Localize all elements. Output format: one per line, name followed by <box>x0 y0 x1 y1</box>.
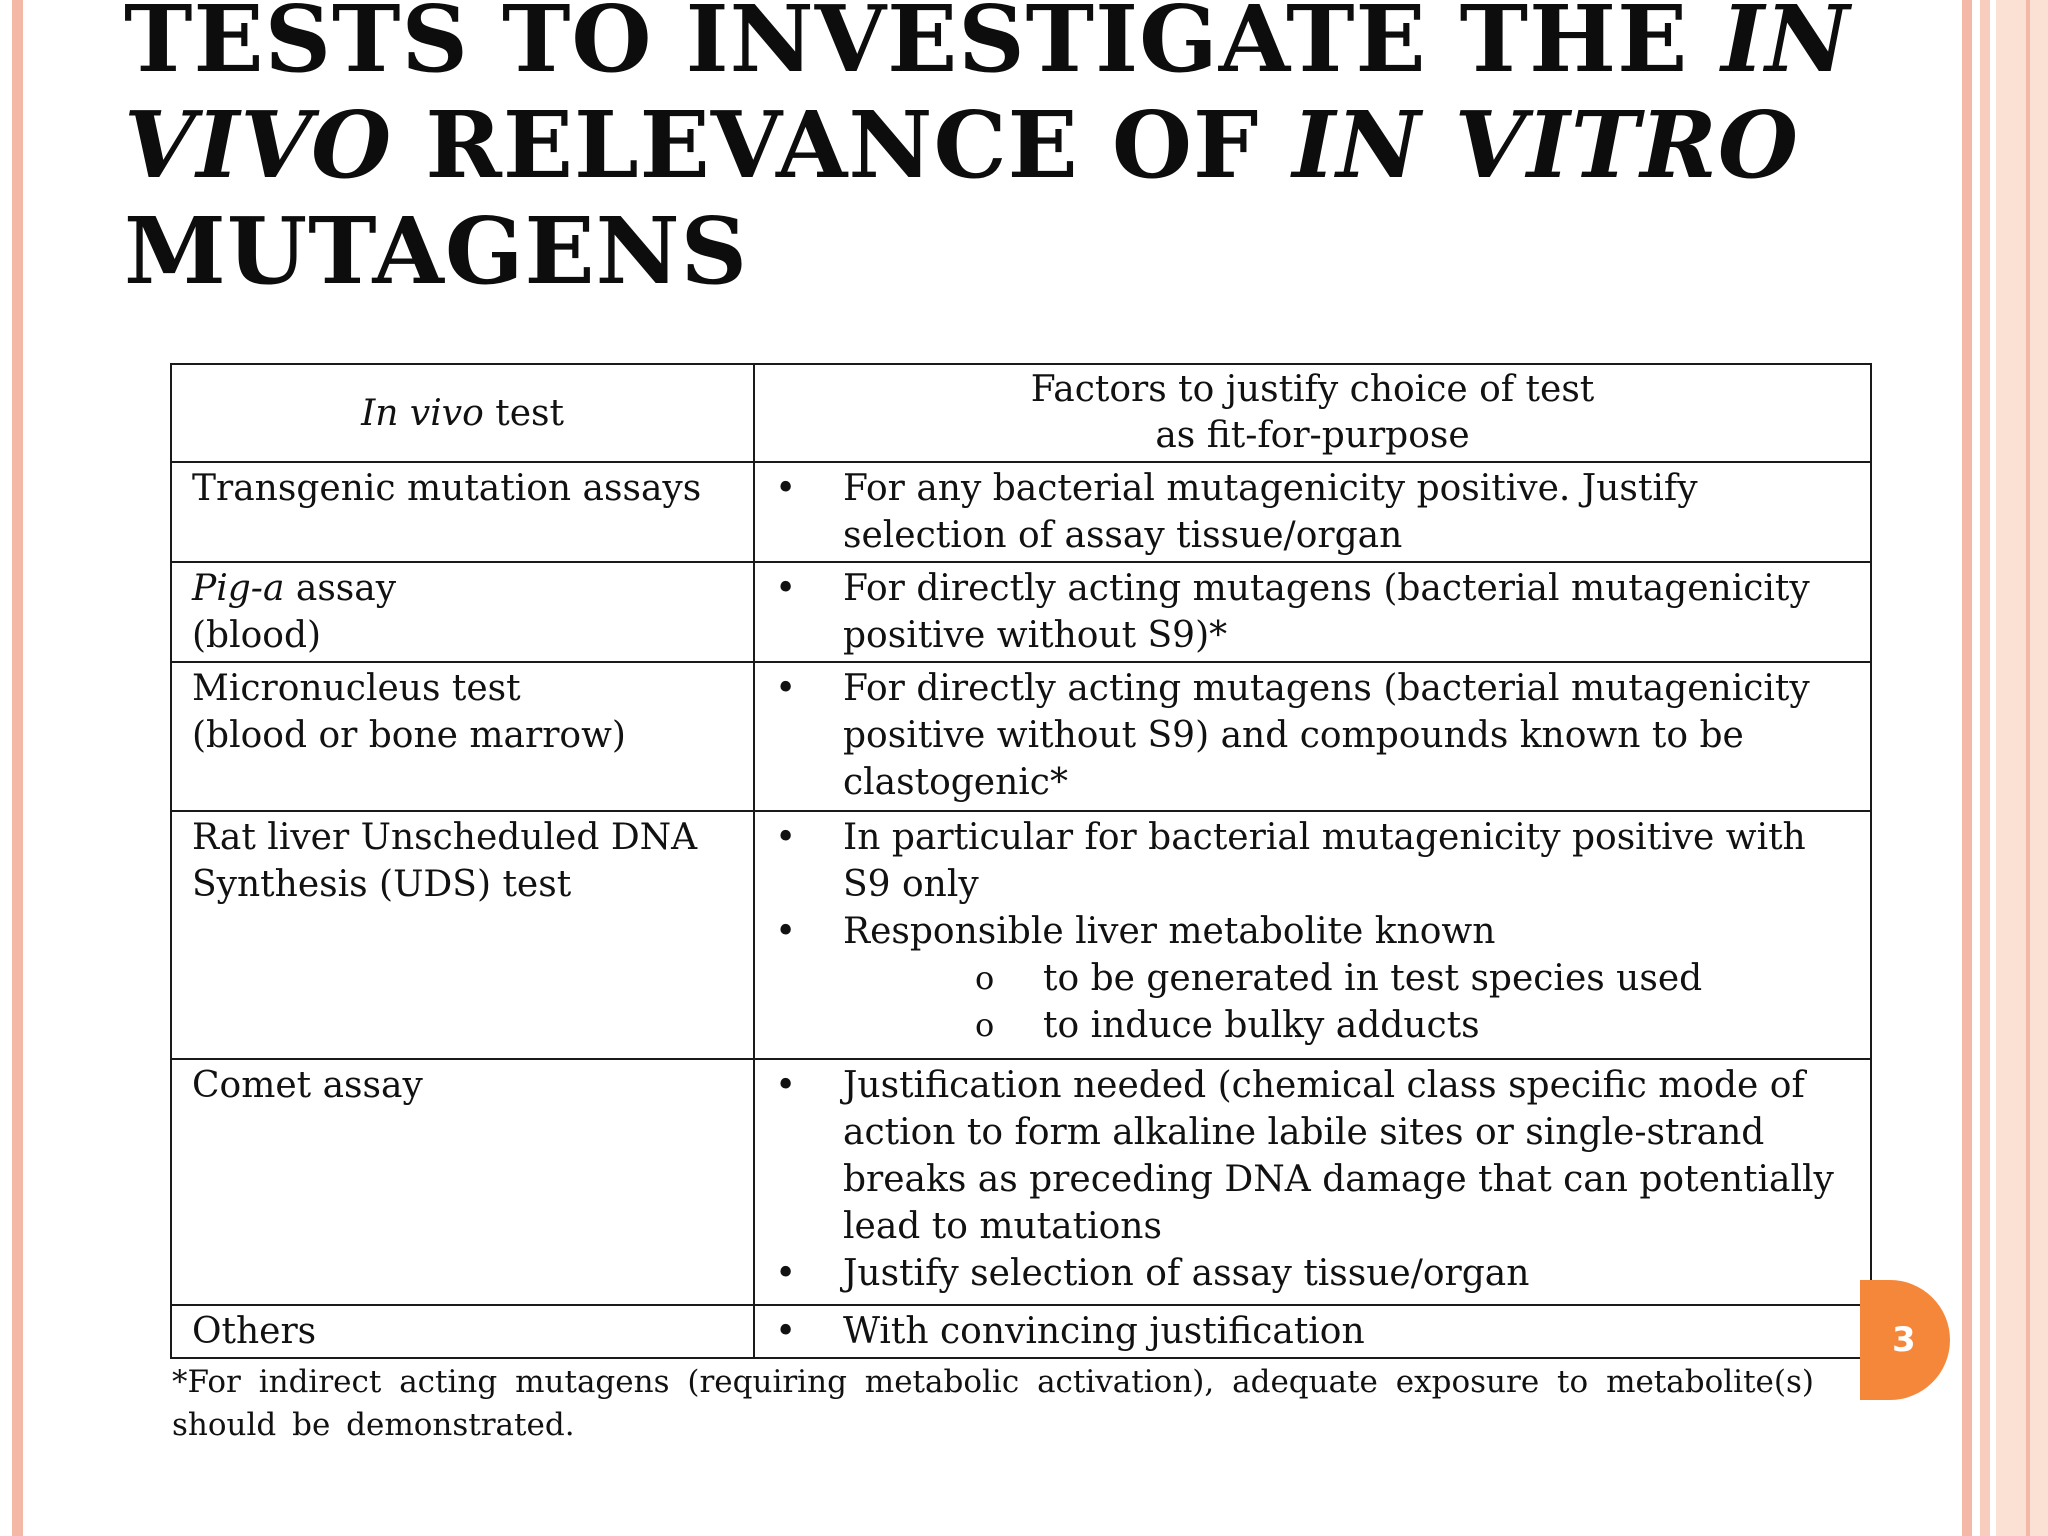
factor-text: Responsible liver metabolite known <box>843 911 1496 952</box>
table-row <box>171 562 1871 662</box>
test-name-line2: (blood) <box>192 615 322 656</box>
test-name-cell <box>171 811 754 1059</box>
tests-table <box>170 363 1872 1359</box>
title-part: MUTAGENS <box>124 197 749 305</box>
test-name: Micronucleus test <box>192 668 521 709</box>
test-name-rest: assay <box>284 568 397 609</box>
test-name: Comet assay <box>192 1065 423 1106</box>
header-italic: In vivo <box>361 392 484 434</box>
subfactor-item: o to induce bulky adducts <box>775 1002 1870 1049</box>
factors-cell <box>754 1059 1871 1305</box>
factor-list <box>775 565 1870 659</box>
factor-list <box>775 1062 1870 1297</box>
test-name-cell <box>171 562 754 662</box>
right-border-panel <box>1996 0 2048 1536</box>
table-row <box>171 811 1871 1059</box>
test-name-cell <box>171 1305 754 1358</box>
left-border-stripe <box>12 0 23 1536</box>
factor-item: • With convincing justification <box>775 1308 1870 1355</box>
subfactor-list <box>775 955 1870 1049</box>
factor-list <box>775 465 1870 559</box>
factor-item: • For any bacterial mutagenicity positive. Justify selection of assay tissue/organ <box>775 465 1870 559</box>
title-part-italic: IN VIVO <box>124 0 1851 199</box>
subfactor-item: o to be generated in test species used <box>775 955 1870 1002</box>
factor-item: • For directly acting mutagens (bacterial mutagenicity positive without S9) and compounds known to be clastogenic* <box>775 665 1870 806</box>
title-part: RELEVANCE OF <box>392 91 1293 199</box>
table-footnote: *For indirect acting mutagens (requiring metabolic activation), adequate exposure to metabolite(s) should be demonstrated. <box>172 1364 1814 1443</box>
test-name-italic: Pig-a <box>192 568 285 609</box>
page-number: 3 <box>1892 1320 1916 1360</box>
factor-list <box>775 1308 1870 1355</box>
right-border-stripe <box>1980 0 1990 1536</box>
table-row <box>171 662 1871 811</box>
factors-cell <box>754 562 1871 662</box>
right-border-stripe <box>1962 0 1972 1536</box>
header-line: Factors to justify choice of test <box>1030 369 1595 410</box>
table-row <box>171 1059 1871 1305</box>
factors-cell <box>754 1305 1871 1358</box>
factor-item: • Justification needed (chemical class specific mode of action to form alkaline labile sites or single-strand breaks as preceding DNA damage that can potentially lead to mutations <box>775 1062 1870 1250</box>
test-name: Rat liver Unscheduled DNA Synthesis (UDS) test <box>192 817 698 905</box>
test-name: Others <box>192 1311 317 1352</box>
test-name: Transgenic mutation assays <box>192 468 702 509</box>
factor-list <box>775 665 1870 806</box>
factors-cell <box>754 462 1871 562</box>
title-part-italic: IN VITRO <box>1292 91 1799 199</box>
page-number-badge <box>1860 1280 1950 1400</box>
table-row <box>171 1305 1871 1358</box>
tests-table-container <box>170 363 1872 1359</box>
factor-item: • In particular for bacterial mutagenicity positive with S9 only <box>775 814 1870 908</box>
factor-item: • For directly acting mutagens (bacterial mutagenicity positive without S9)* <box>775 565 1870 659</box>
test-name-cell <box>171 1059 754 1305</box>
table-row <box>171 462 1871 562</box>
slide-title <box>124 0 1904 304</box>
column-header-test <box>171 364 754 462</box>
factor-item: • Justify selection of assay tissue/organ <box>775 1250 1870 1297</box>
test-name <box>192 565 753 612</box>
header-text: test <box>483 392 564 434</box>
header-line: as fit-for-purpose <box>1155 415 1470 456</box>
test-name-line2: (blood or bone marrow) <box>192 715 626 756</box>
factor-list <box>775 814 1870 955</box>
title-part: TESTS TO INVESTIGATE THE <box>124 0 1722 93</box>
right-border-stripe <box>2026 0 2030 1536</box>
test-name-cell <box>171 662 754 811</box>
factors-cell <box>754 662 1871 811</box>
table-header-row <box>171 364 1871 462</box>
factors-cell <box>754 811 1871 1059</box>
column-header-factors <box>754 364 1871 462</box>
factor-item <box>775 908 1870 955</box>
test-name-cell <box>171 462 754 562</box>
